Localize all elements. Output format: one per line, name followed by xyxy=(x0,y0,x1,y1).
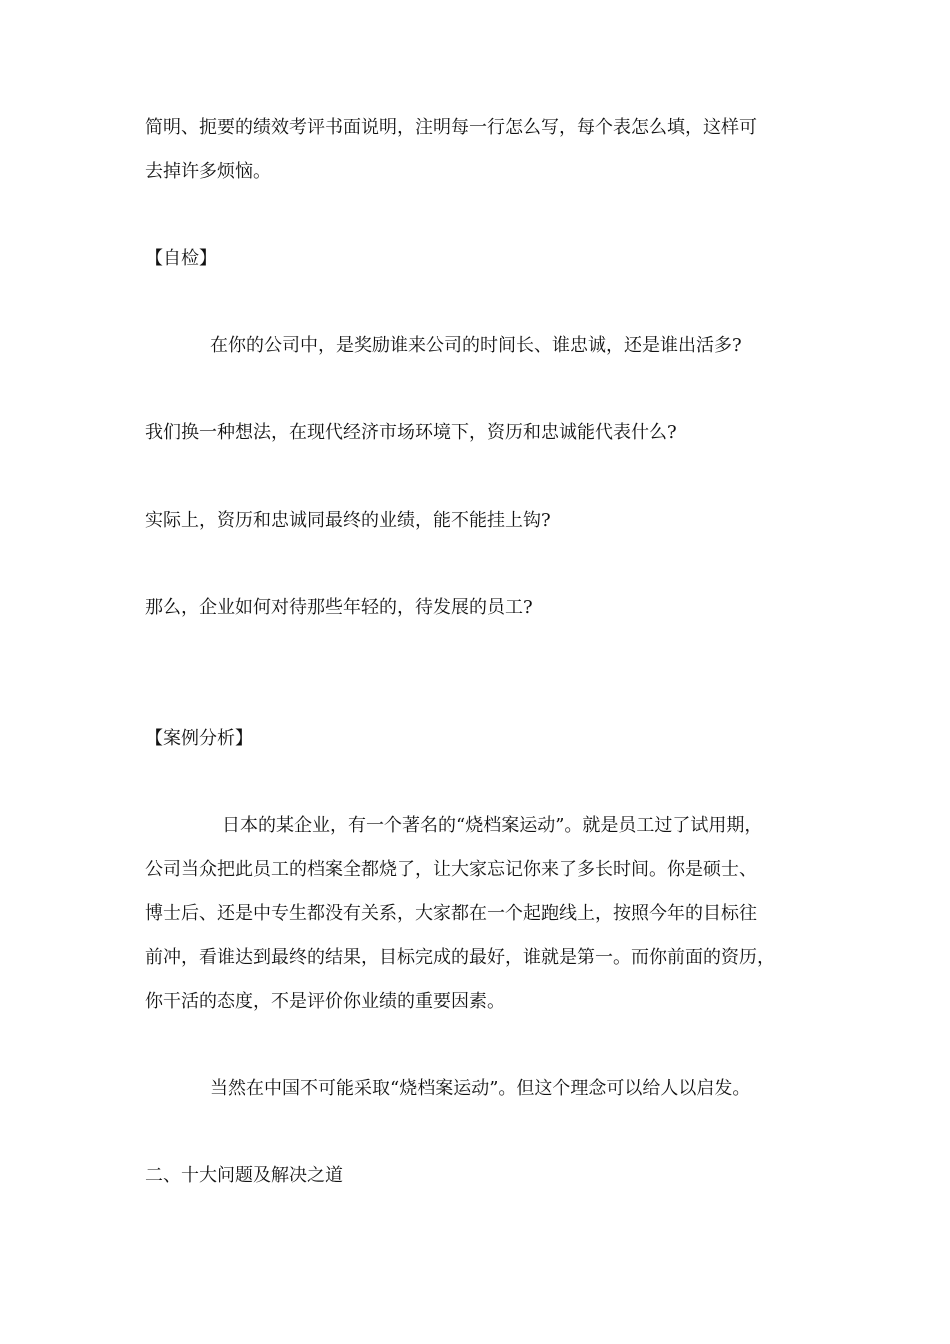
intro-line-2: 去掉许多烦恼。 xyxy=(145,161,271,182)
self-check-question-4: 那么，企业如何对待那些年轻的，待发展的员工? xyxy=(145,597,533,618)
case-paragraph-1-line-4: 前冲，看谁达到最终的结果，目标完成的最好，谁就是第一。而你前面的资历， xyxy=(145,947,775,968)
self-check-question-2: 我们换一种想法，在现代经济市场环境下，资历和忠诚能代表什么? xyxy=(145,422,677,443)
case-analysis-heading: 【案例分析】 xyxy=(145,728,253,749)
self-check-question-1: 在你的公司中，是奖励谁来公司的时间长、谁忠诚，还是谁出活多? xyxy=(210,335,742,356)
self-check-question-3: 实际上，资历和忠诚同最终的业绩，能不能挂上钩? xyxy=(145,510,551,531)
case-paragraph-2: 当然在中国不可能采取“烧档案运动”。但这个理念可以给人以启发。 xyxy=(210,1078,751,1099)
intro-line-1: 简明、扼要的绩效考评书面说明，注明每一行怎么写，每个表怎么填，这样可 xyxy=(145,117,757,138)
section-2-heading: 二、十大问题及解决之道 xyxy=(145,1165,343,1186)
self-check-heading: 【自检】 xyxy=(145,248,217,269)
case-paragraph-1-line-2: 公司当众把此员工的档案全都烧了，让大家忘记你来了多长时间。你是硕士、 xyxy=(145,859,757,880)
case-paragraph-1-line-5: 你干活的态度，不是评价你业绩的重要因素。 xyxy=(145,991,505,1012)
case-paragraph-1-line-1: 日本的某企业，有一个著名的“烧档案运动”。就是员工过了试用期， xyxy=(222,815,763,836)
case-paragraph-1-line-3: 博士后、还是中专生都没有关系，大家都在一个起跑线上，按照今年的目标往 xyxy=(145,903,757,924)
